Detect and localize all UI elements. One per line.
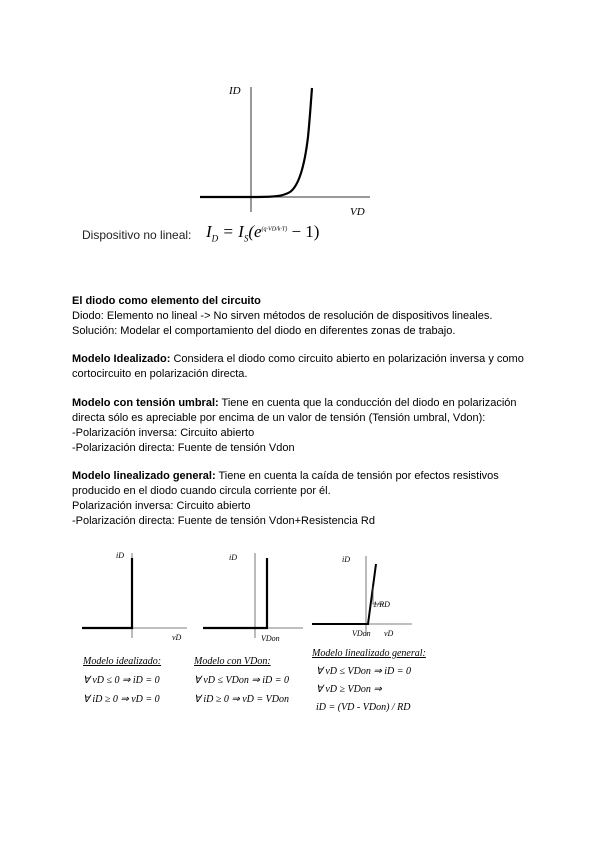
graph-linear-eq1: ∀ vD ≤ VDon ⇒ iD = 0 [316,666,411,677]
graph-linear [312,548,422,648]
graph-linear-eq2: ∀ vD ≥ VDon ⇒ [316,684,382,695]
formula-open: (e [248,222,262,241]
graph-ideal-y-label: iD [116,551,124,560]
section-diode [72,294,542,339]
threshold-title: Modelo con tensión umbral: [72,397,219,409]
graph-ideal-curve [82,558,132,628]
section-linear-model [72,469,542,529]
graph-linear-eq3: iD = (VD - VDon) / RD [316,702,411,713]
graph-ideal [82,548,192,643]
graph-ideal-caption-block [83,652,198,709]
ideal-text: Considera el diodo como circuito abierto en polarización inversa y como cortocircuito en polarización directa. [72,353,524,380]
graph-linear-slope-label: 1/RD [373,600,390,609]
graph-threshold-caption: Modelo con VDon: [194,656,271,667]
formula-close: − 1) [287,222,320,241]
graph-linear-von-label: VDon [352,629,371,638]
graph-linear-y-label: iD [342,555,350,564]
section-threshold-model [72,396,542,456]
threshold-paragraph [72,396,542,426]
linear-text: Tiene en cuenta la caída de tensión por efectos resistivos producido en el diodo cuando circula corriente por él. [72,470,499,497]
section-title: El diodo como elemento del circuito [72,295,261,307]
formula-eq: = I [218,222,244,241]
graph-threshold-y-label: iD [229,553,237,562]
graph-threshold-caption-block [194,652,316,709]
formula-exponent: (q·VD/k·T) [261,226,288,233]
threshold-text: Tiene en cuenta que la conducción del diodo en polarización directa sólo es apreciable por encima de un valor de tensión (Tensión umbral, Vdon): [72,397,517,424]
diode-iv-curve [200,82,375,222]
linear-title: Modelo linealizado general: [72,470,216,482]
formula-prefix: I [206,222,212,241]
formula-sub-s: S [243,233,249,244]
graph-linear-x-label: vD [384,629,394,638]
linear-paragraph [72,469,542,499]
graph-threshold-curve [203,558,267,628]
section-line1: Diodo: Elemento no lineal -> No sirven métodos de resolución de dispositivos lineales. [72,310,493,322]
graph-ideal-eq2: ∀ iD ≥ 0 ⇒ vD = 0 [83,694,160,705]
formula-sub-d: D [211,233,219,244]
diode-formula [206,222,319,243]
threshold-line2: -Polarización directa: Fuente de tensión Vdon [72,442,295,454]
exponential-curve [200,88,312,197]
ideal-title: Modelo Idealizado: [72,353,171,365]
graph-ideal-eq1: ∀ vD ≤ 0 ⇒ iD = 0 [83,675,160,686]
graph-ideal-caption: Modelo idealizado: [83,656,162,667]
nonlinear-caption [82,228,191,242]
x-axis-label: VD [350,206,365,218]
y-axis-label: ID [229,85,241,97]
graph-threshold-eq2: ∀ iD ≥ 0 ⇒ vD = VDon [194,694,289,705]
graph-linear-caption-block [312,645,442,717]
section-ideal-model [72,352,542,382]
graph-threshold [203,548,313,648]
section-line2: Solución: Modelar el comportamiento del diodo en diferentes zonas de trabajo. [72,325,456,337]
linear-line2: -Polarización directa: Fuente de tensión Vdon+Resistencia Rd [72,515,375,527]
ideal-paragraph [72,352,542,382]
graph-threshold-x-label: VDon [261,634,280,643]
linear-line1: Polarización inversa: Circuito abierto [72,500,251,512]
caption-label: Dispositivo no lineal: [82,228,192,242]
graph-ideal-x-label: vD [172,633,182,642]
graph-linear-caption: Modelo linealizado general: [312,648,426,659]
graph-threshold-eq1: ∀ vD ≤ VDon ⇒ iD = 0 [194,675,289,686]
threshold-line1: -Polarización inversa: Circuito abierto [72,427,255,439]
